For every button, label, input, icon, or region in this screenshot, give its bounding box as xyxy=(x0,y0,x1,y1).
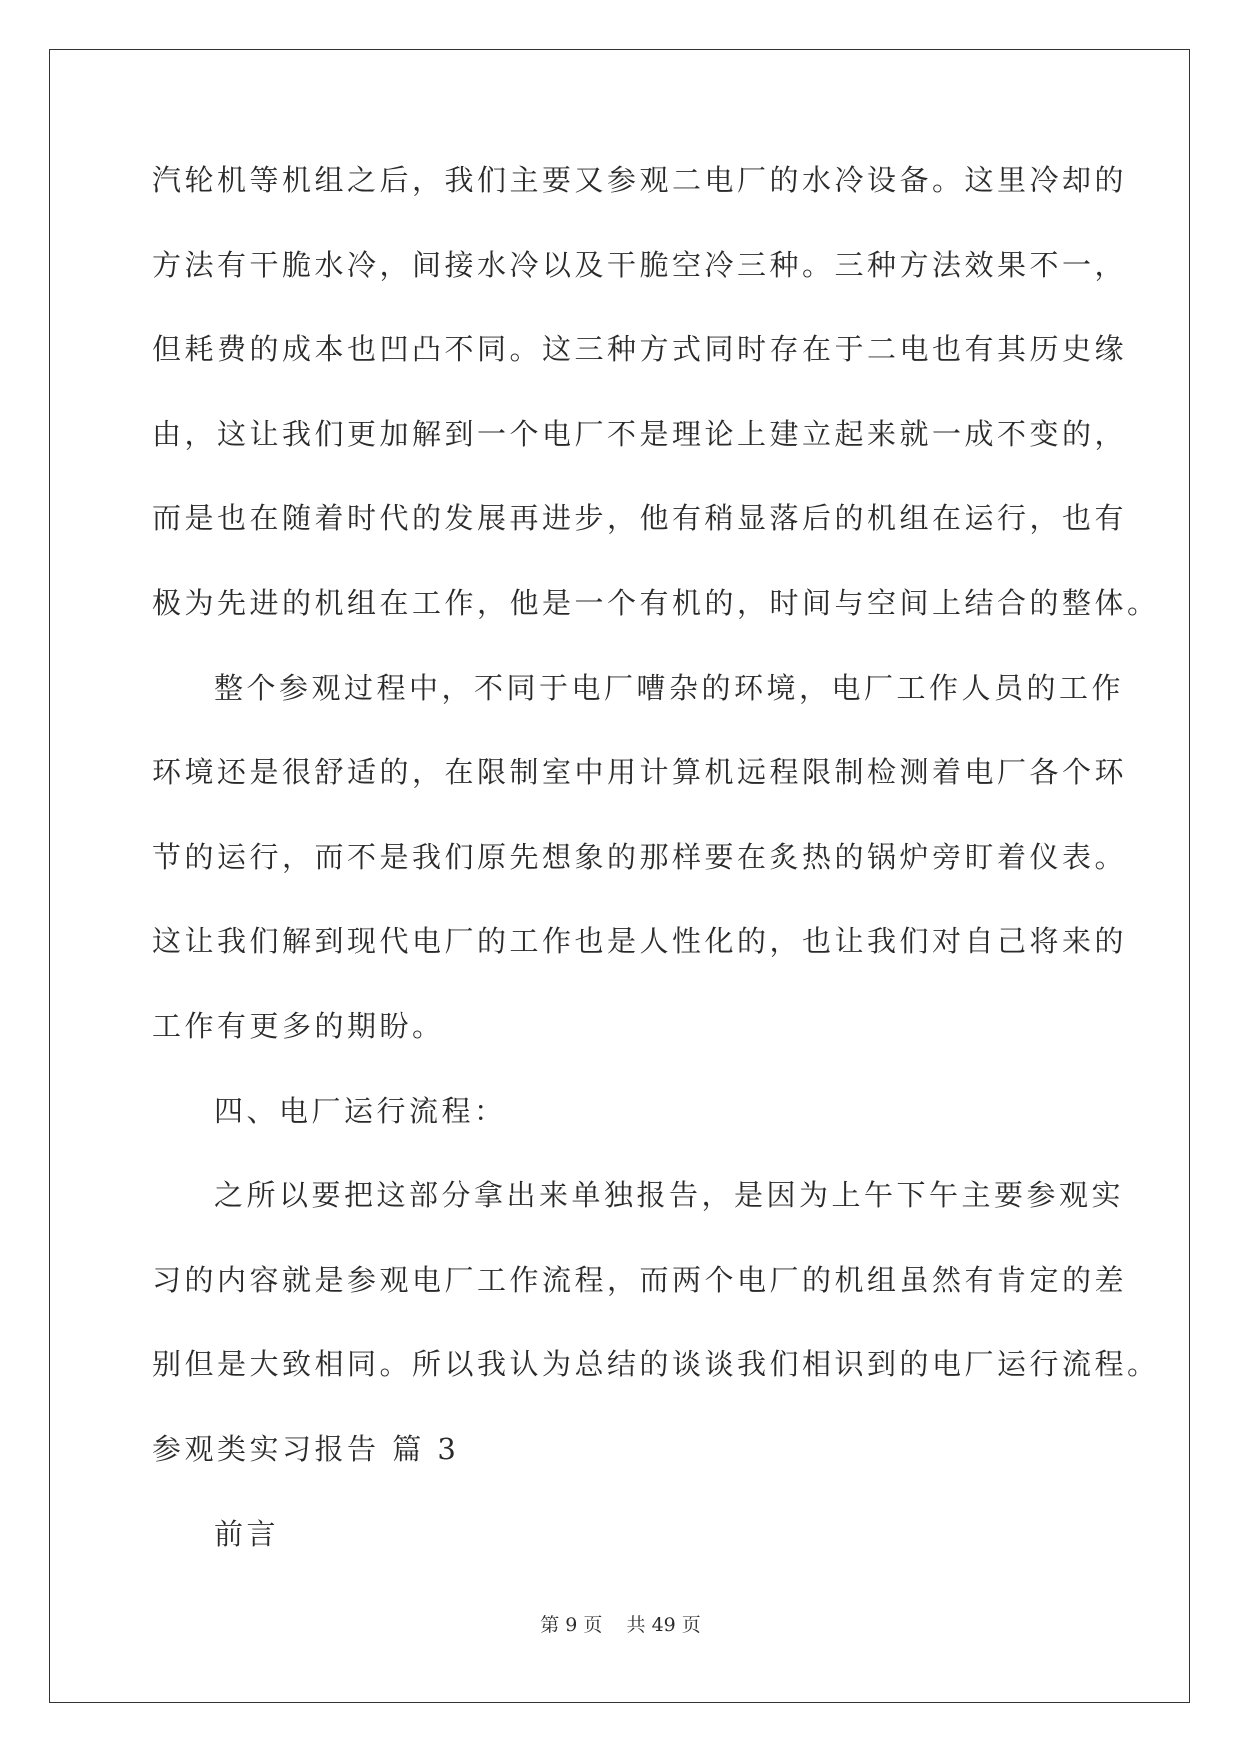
text-line: 节的运行，而不是我们原先想象的那样要在炙热的锅炉旁盯着仪表。 xyxy=(152,839,1128,874)
text-line: 由，这让我们更加解到一个电厂不是理论上建立起来就一成不变的， xyxy=(152,416,1128,451)
text-line: 但耗费的成本也凹凸不同。这三种方式同时存在于二电也有其历史缘 xyxy=(152,332,1128,367)
paragraph-start-line: 整个参观过程中，不同于电厂嘈杂的环境，电厂工作人员的工作 xyxy=(214,670,1125,705)
text-line: 方法有干脆水冷，间接水冷以及干脆空冷三种。三种方法效果不一， xyxy=(152,247,1128,282)
page-footer xyxy=(0,1613,1241,1637)
text-line: 工作有更多的期盼。 xyxy=(152,1008,445,1043)
text-line: 这让我们解到现代电厂的工作也是人性化的，也让我们对自己将来的 xyxy=(152,924,1128,959)
section-heading: 四、电厂运行流程： xyxy=(214,1093,507,1128)
text-line: 极为先进的机组在工作，他是一个有机的，时间与空间上结合的整体。 xyxy=(152,585,1160,620)
text-line: 汽轮机等机组之后，我们主要又参观二电厂的水冷设备。这里冷却的 xyxy=(152,163,1128,197)
paragraph-start-line: 之所以要把这部分拿出来单独报告，是因为上午下午主要参观实 xyxy=(214,1178,1125,1213)
page-number: 第 9 页 共 49 页 xyxy=(540,1614,701,1636)
text-line: 环境还是很舒适的，在限制室中用计算机远程限制检测着电厂各个环 xyxy=(152,755,1128,790)
text-line: 而是也在随着时代的发展再进步，他有稍显落后的机组在运行，也有 xyxy=(152,501,1128,536)
preface-heading: 前言 xyxy=(214,1516,280,1551)
report-title: 参观类实习报告 篇 3 xyxy=(152,1431,460,1466)
text-line: 习的内容就是参观电厂工作流程，而两个电厂的机组虽然有肯定的差 xyxy=(152,1262,1128,1297)
document-body xyxy=(152,162,1160,1600)
text-line: 别但是大致相同。所以我认为总结的谈谈我们相识到的电厂运行流程。 xyxy=(152,1347,1160,1382)
